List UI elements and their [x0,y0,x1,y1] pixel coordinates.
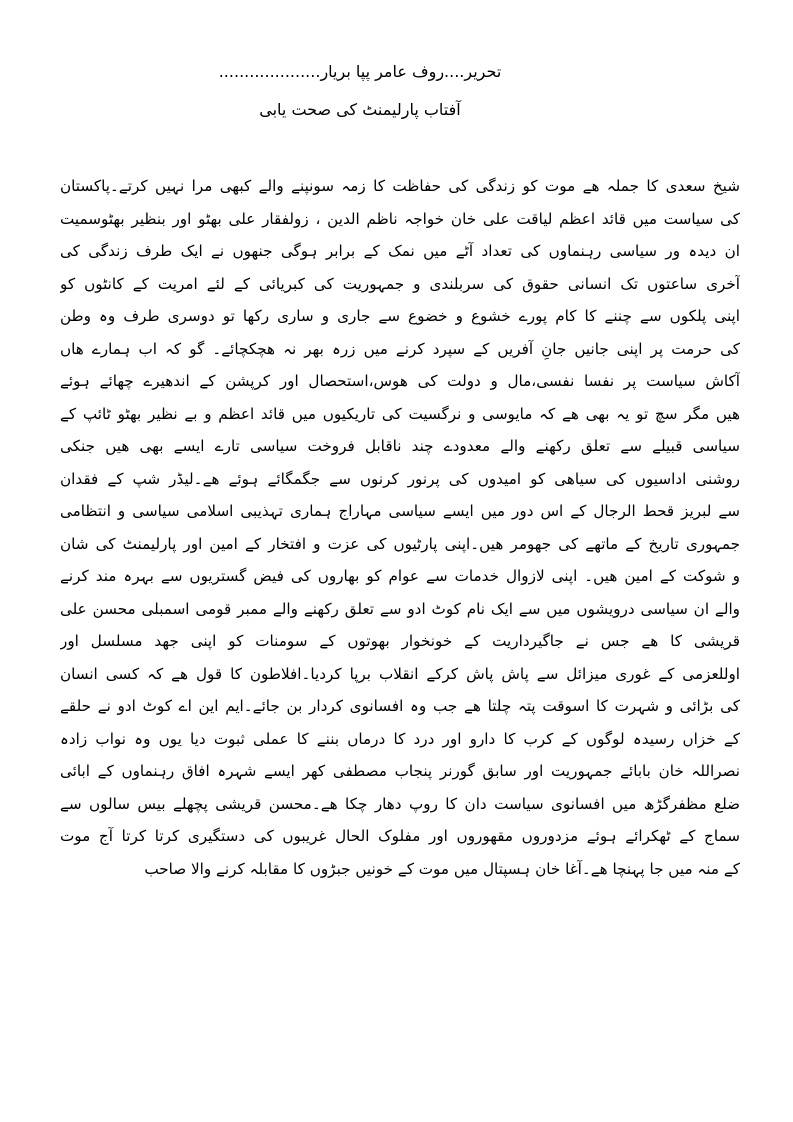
article-title: آفتاب پارلیمنٹ کی صحت یابی [259,100,461,119]
body-line: جمہوری تاریخ کے ماتھے کی جھومر ھیں۔اپنی پارٹیوں کی عزت و افتخار کے امین اور پارلیمنٹ کی شان [60,534,740,553]
author-byline: تحریر....روف عامر پپا بریار.................... [218,62,502,81]
body-line: اپنی پلکوں سے چننے کا کام پورے خشوع و خضوع سے جاری و ساری رکھا تو دوسری طرف وہ وطن [60,307,740,325]
body-line: کی سیاست میں قائد اعظم لیاقت علی خان خواجہ ناظم الدین ، زولفقار علی بھٹو اور بنظیر بھٹوسمیت [60,209,740,228]
body-line: روشنی اداسیوں کی سیاھی کو امیدوں کی پرنور کرنوں سے جگمگائے ہوئے ھے۔لیڈر شپ کے فقدان [60,469,740,488]
body-line: ھیں مگر سچ تو یہ بھی ھے کہ مایوسی و نرگسیت کی تاریکیوں میں قائد اعظم و بے نظیر بھٹو ٹائپ کے [60,404,740,423]
body-line: والے ان سیاسی درویشوں میں سے ایک نام کوٹ ادو سے تعلق رکھنے والے ممبر قومی اسمبلی محسن علی [60,599,740,618]
body-line: ان دیدہ ور سیاسی رہنماوں کی تعداد آٹے میں نمک کے برابر ہوگی جنھوں نے ایک طرف زندگی کی [60,242,740,260]
body-line: کی حرمت پر اپنی جانیں جانِ آفریں کے سپرد کرنے میں زرہ بھر نہ ھچکچائے۔ گو کہ اب ہمارے ھاں [60,339,740,358]
body-line: شیخ سعدی کا جملہ ھے موت کو زندگی کی حفاظت کا زمہ سونپنے والے کبھی مرا نہیں کرتے۔پاکستان [60,177,740,195]
body-line: سے لبریز قحط الرجال کے اس دور میں ایسے سیاسی مہاراج ہماری تہذیبی اسلامی سیاسی و انتظامی [60,502,740,520]
body-line: کے خزاں رسیدہ لوگوں کے کرب کا دارو اور درد کا درماں بننے کا عملی ثبوت دیا یوں وہ نواب زادہ [60,729,740,748]
body-line: ضلع مظفرگڑھ میں افسانوی سیاست دان کا روپ دھار چکا ھے۔محسن قریشی پچھلے بیس سالوں سے [60,794,740,813]
article-body [60,170,740,885]
body-line: نصراللہ خان بابائے جمہوریت اور سابق گورنر پنجاب مصطفی کھر ایسے شہرہ افاق رہنماوں کے ابائی [60,762,740,780]
body-line: اوللعزمی کے غوری میزائل سے پاش پاش کرکے انقلاب برپا کردیا۔افلاطون کا قول ھے کہ کسی انسان [60,664,740,683]
body-line: سیاسی قبیلے سے تعلق رکھنے والے معدودے چند ناقابل فروخت سیاسی تارے ایسے بھی ھیں جنکی [60,437,740,455]
body-line: سماج کے ٹھکرائے ہوئے مزدوروں مقھوروں اور مفلوک الحال غریبوں کی دستگیری کرتا کرتا آج موت [60,827,740,845]
body-line: آخری ساعتوں تک انسانی حقوق کی سربلندی و جمہوریت کی کبریائی کے لئے امریت کے کانٹوں کو [60,274,740,293]
body-line: کی بڑائی و شہرت کا اسوقت پتہ چلتا ھے جب وہ افسانوی کردار بن جائے۔ایم این اے کوٹ ادو نے حلقے [60,697,740,715]
body-line: آکاش سیاست پر نفسا نفسی،مال و دولت کی ھوس،استحصال اور کرپشن کے اندھیرے چھائے ہوئے [60,372,740,390]
body-line: و شوکت کے امین ھیں۔ اپنی لازوال خدمات سے عوام کو بھاروں کی فیض گستریوں سے بہرہ مند کرنے [60,567,740,585]
body-line: قریشی کا ھے جس نے جاگیرداریت کے خونخوار بھوتوں کے سومنات کو اپنی جھد مسلسل اور [60,632,740,650]
body-line: کے منہ میں جا پہنچا ھے۔آغا خان ہسپتال میں موت کے خونیں جبڑوں کا مقابلہ کرنے والا صاحب [144,859,740,878]
